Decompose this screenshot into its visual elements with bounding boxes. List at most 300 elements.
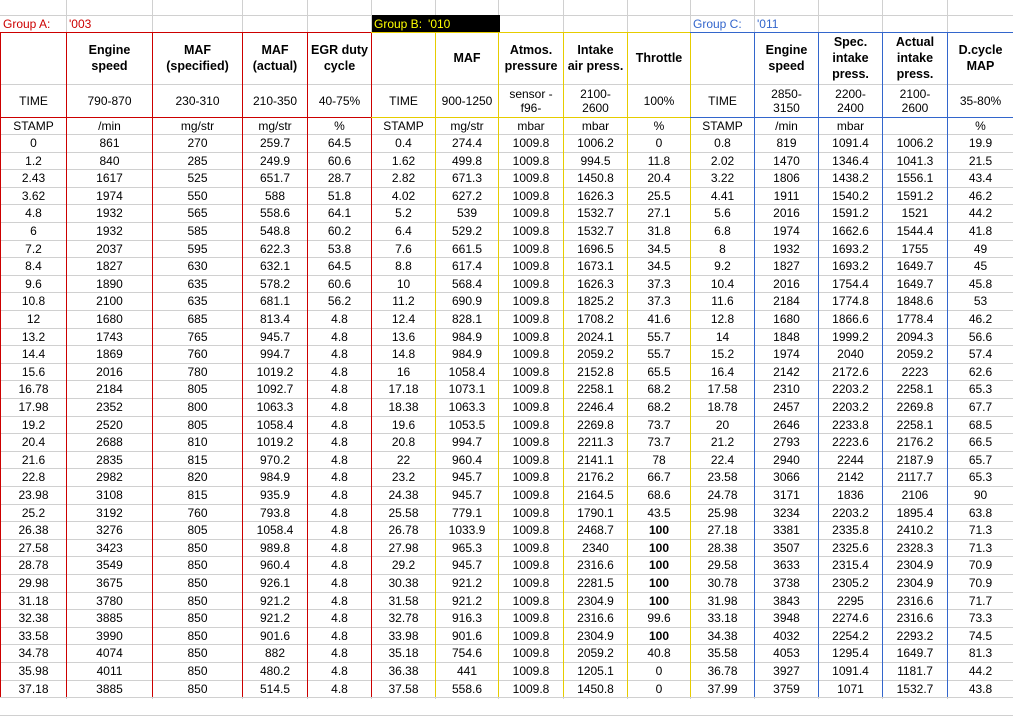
table-cell: 2316.6 bbox=[896, 611, 934, 625]
table-cell: 2.43 bbox=[21, 171, 46, 185]
table-cell: 2254.2 bbox=[832, 629, 869, 643]
table-cell: 6.4 bbox=[395, 224, 412, 238]
spec-range: 40-75% bbox=[318, 93, 361, 108]
table-cell: 1063.3 bbox=[448, 400, 486, 414]
table-cell: 685 bbox=[187, 312, 208, 326]
table-cell: 3780 bbox=[96, 594, 123, 608]
table-cell: 25.98 bbox=[707, 506, 738, 520]
table-cell: 585 bbox=[187, 224, 208, 238]
table-cell: 1009.8 bbox=[512, 312, 550, 326]
table-cell: 2315.4 bbox=[832, 558, 869, 572]
table-cell: 1009.8 bbox=[512, 418, 550, 432]
table-cell: 4.8 bbox=[331, 400, 348, 414]
table-cell: 43.5 bbox=[647, 506, 671, 520]
table-cell: 805 bbox=[187, 523, 208, 537]
table-cell: 32.78 bbox=[388, 611, 419, 625]
column-header-line: intake bbox=[832, 51, 869, 65]
table-cell: 8 bbox=[719, 242, 726, 256]
table-cell: 2176.2 bbox=[896, 435, 934, 449]
table-cell: 861 bbox=[99, 136, 120, 150]
table-cell: 28.7 bbox=[327, 171, 352, 185]
table-cell: 62.6 bbox=[968, 365, 993, 379]
table-cell: 1827 bbox=[96, 259, 123, 273]
table-cell: 1680 bbox=[773, 312, 800, 326]
table-cell: 921.2 bbox=[451, 594, 483, 608]
table-cell: 1696.5 bbox=[577, 242, 614, 256]
table-cell: 627.2 bbox=[451, 189, 483, 203]
table-cell: 850 bbox=[187, 576, 208, 590]
table-cell: 20.8 bbox=[391, 435, 416, 449]
table-cell: 499.8 bbox=[451, 154, 483, 168]
table-cell: 2244 bbox=[837, 453, 864, 467]
table-cell: 1932 bbox=[96, 206, 123, 220]
table-cell: 828.1 bbox=[451, 312, 483, 326]
table-cell: 35.18 bbox=[388, 646, 419, 660]
table-cell: 65.3 bbox=[968, 382, 993, 396]
table-cell: 1806 bbox=[773, 171, 800, 185]
table-cell: 15.2 bbox=[710, 347, 735, 361]
table-cell: 1019.2 bbox=[256, 365, 294, 379]
table-cell: 23.2 bbox=[391, 470, 416, 484]
table-cell: 25.5 bbox=[647, 189, 671, 203]
column-header-line: EGR duty bbox=[311, 43, 368, 57]
table-cell: 37.3 bbox=[647, 294, 671, 308]
table-cell: 100 bbox=[648, 594, 670, 608]
table-cell: 1911 bbox=[773, 189, 800, 203]
table-cell: 35.58 bbox=[707, 646, 738, 660]
unit-label: mbar bbox=[836, 118, 865, 133]
table-cell: 27.18 bbox=[707, 523, 738, 537]
table-cell: 0.4 bbox=[395, 136, 412, 150]
table-cell: 1790.1 bbox=[577, 506, 614, 520]
table-cell: 850 bbox=[187, 558, 208, 572]
table-cell: 2100 bbox=[96, 294, 123, 308]
table-cell: 2246.4 bbox=[577, 400, 614, 414]
table-cell: 2293.2 bbox=[896, 629, 934, 643]
table-cell: 37.99 bbox=[707, 682, 738, 696]
table-cell: 13.6 bbox=[391, 330, 416, 344]
table-cell: 10.8 bbox=[21, 294, 46, 308]
table-cell: 5.6 bbox=[714, 206, 731, 220]
column-header-line: MAF bbox=[261, 43, 289, 57]
table-cell: 14.8 bbox=[391, 347, 416, 361]
table-cell: 259.7 bbox=[259, 136, 291, 150]
table-cell: 67.7 bbox=[968, 400, 993, 414]
table-cell: 1649.7 bbox=[896, 259, 934, 273]
table-cell: 882 bbox=[264, 646, 286, 660]
table-cell: 1591.2 bbox=[832, 206, 869, 220]
table-cell: 1009.8 bbox=[512, 189, 550, 203]
table-cell: 1181.7 bbox=[897, 664, 933, 678]
table-cell: 33.18 bbox=[707, 611, 738, 625]
table-cell: 21.5 bbox=[968, 154, 993, 168]
table-cell: 29.58 bbox=[707, 558, 738, 572]
table-cell: 32.38 bbox=[18, 611, 49, 625]
table-cell: 60.2 bbox=[327, 224, 352, 238]
table-cell: 850 bbox=[187, 594, 208, 608]
table-cell: 4.8 bbox=[331, 418, 348, 432]
table-cell: 632.1 bbox=[259, 259, 291, 273]
group-b-label-box bbox=[372, 15, 500, 32]
table-cell: 850 bbox=[187, 664, 208, 678]
column-header-line: MAF bbox=[183, 43, 212, 57]
table-cell: 1092.7 bbox=[256, 382, 294, 396]
table-cell: 4.8 bbox=[331, 576, 348, 590]
table-cell: 2274.6 bbox=[832, 611, 869, 625]
table-cell: 22 bbox=[396, 453, 411, 467]
unit-label: mbar bbox=[581, 118, 610, 133]
unit-label: mbar bbox=[517, 118, 545, 133]
table-cell: 46.2 bbox=[968, 312, 993, 326]
table-cell: 617.4 bbox=[451, 259, 483, 273]
table-cell: 270 bbox=[187, 136, 208, 150]
table-cell: 1836 bbox=[837, 488, 864, 502]
table-cell: 14 bbox=[715, 330, 730, 344]
table-cell: 63.8 bbox=[968, 506, 993, 520]
table-cell: 1295.4 bbox=[832, 646, 869, 660]
table-cell: 1009.8 bbox=[512, 294, 550, 308]
unit-label: STAMP bbox=[702, 118, 743, 133]
table-cell: 3885 bbox=[96, 682, 123, 696]
table-cell: 100 bbox=[648, 576, 670, 590]
table-cell: 4.8 bbox=[25, 206, 42, 220]
table-cell: 100 bbox=[648, 541, 670, 555]
table-cell: 30.38 bbox=[388, 576, 419, 590]
table-cell: 1009.8 bbox=[512, 646, 550, 660]
table-cell: 17.18 bbox=[388, 382, 419, 396]
table-cell: 2340 bbox=[582, 541, 609, 555]
table-cell: 2258.1 bbox=[896, 418, 934, 432]
table-cell: 2223 bbox=[901, 365, 929, 379]
table-cell: 78 bbox=[652, 453, 666, 467]
table-cell: 2520 bbox=[96, 418, 123, 432]
table-cell: 60.6 bbox=[327, 277, 352, 291]
table-cell: 10.4 bbox=[710, 277, 735, 291]
column-header bbox=[243, 32, 307, 84]
table-cell: 3738 bbox=[773, 576, 800, 590]
table-cell: 3633 bbox=[773, 558, 800, 572]
table-cell: 27.98 bbox=[388, 541, 419, 555]
table-cell: 53 bbox=[973, 294, 988, 308]
table-cell: 1848 bbox=[773, 330, 800, 344]
table-cell: 1009.8 bbox=[512, 488, 550, 502]
table-cell: 274.4 bbox=[451, 136, 483, 150]
spec-range: 210-350 bbox=[252, 93, 298, 108]
table-cell: 23.98 bbox=[18, 488, 49, 502]
table-cell: 1009.8 bbox=[512, 154, 550, 168]
table-cell: 71.7 bbox=[968, 594, 993, 608]
table-cell: 3066 bbox=[773, 470, 800, 484]
table-cell: 34.38 bbox=[707, 629, 738, 643]
column-header bbox=[883, 32, 947, 84]
column-header bbox=[628, 32, 690, 84]
table-cell: 1774.8 bbox=[832, 294, 869, 308]
table-cell: 6 bbox=[30, 224, 37, 238]
table-cell: 1591.2 bbox=[896, 189, 934, 203]
table-cell: 9.6 bbox=[25, 277, 42, 291]
table-cell: 71.3 bbox=[968, 541, 993, 555]
table-cell: 805 bbox=[187, 418, 208, 432]
table-cell: 2203.2 bbox=[832, 382, 869, 396]
table-cell: 16.78 bbox=[18, 382, 49, 396]
table-cell: 2.02 bbox=[710, 154, 735, 168]
group-label: Group A: bbox=[3, 16, 51, 31]
spec-range: 2850-3150 bbox=[771, 86, 802, 115]
table-cell: 1626.3 bbox=[577, 189, 614, 203]
table-cell: 3759 bbox=[773, 682, 800, 696]
table-cell: 1.2 bbox=[25, 154, 42, 168]
table-cell: 850 bbox=[187, 611, 208, 625]
table-cell: 22.4 bbox=[710, 453, 735, 467]
table-cell: 916.3 bbox=[451, 611, 483, 625]
table-cell: 1009.8 bbox=[512, 453, 550, 467]
table-cell: 19.6 bbox=[391, 418, 416, 432]
table-cell: 588 bbox=[264, 189, 286, 203]
table-cell: 2269.8 bbox=[896, 400, 934, 414]
table-cell: 1009.8 bbox=[512, 171, 550, 185]
table-cell: 810 bbox=[187, 435, 208, 449]
table-cell: 558.6 bbox=[451, 682, 483, 696]
column-header-line: Atmos. bbox=[509, 43, 553, 57]
table-cell: 31.8 bbox=[647, 224, 671, 238]
table-cell: 3507 bbox=[773, 541, 800, 555]
table-cell: 760 bbox=[187, 506, 208, 520]
table-cell: 1009.8 bbox=[512, 347, 550, 361]
column-header bbox=[499, 32, 563, 84]
table-cell: 0.8 bbox=[714, 136, 731, 150]
table-cell: 1009.8 bbox=[512, 330, 550, 344]
table-cell: 661.5 bbox=[451, 242, 483, 256]
table-cell: 4074 bbox=[96, 646, 123, 660]
column-header bbox=[755, 32, 818, 84]
table-cell: 1974 bbox=[96, 189, 123, 203]
table-cell: 2223.6 bbox=[832, 435, 869, 449]
table-cell: 57.4 bbox=[968, 347, 993, 361]
table-cell: 2325.6 bbox=[832, 541, 869, 555]
column-header-line: Engine bbox=[765, 43, 808, 57]
unit-label: % bbox=[334, 118, 345, 133]
table-cell: 4.8 bbox=[331, 365, 348, 379]
table-cell: 622.3 bbox=[259, 242, 291, 256]
table-cell: 2269.8 bbox=[577, 418, 614, 432]
table-cell: 66.5 bbox=[968, 435, 993, 449]
table-cell: 935.9 bbox=[259, 488, 291, 502]
table-cell: 2142 bbox=[773, 365, 800, 379]
table-cell: 2184 bbox=[96, 382, 123, 396]
table-cell: 8.8 bbox=[395, 259, 412, 273]
table-cell: 2059.2 bbox=[896, 347, 934, 361]
table-cell: 20.4 bbox=[21, 435, 46, 449]
table-cell: 1895.4 bbox=[896, 506, 934, 520]
table-cell: 17.98 bbox=[18, 400, 49, 414]
table-cell: 2203.2 bbox=[832, 506, 869, 520]
table-cell: 1827 bbox=[773, 259, 800, 273]
table-cell: 22.8 bbox=[21, 470, 46, 484]
table-cell: 4.8 bbox=[331, 330, 348, 344]
table-cell: 6.8 bbox=[714, 224, 731, 238]
table-cell: 1006.2 bbox=[896, 136, 934, 150]
table-cell: 840 bbox=[99, 154, 120, 168]
column-header-line: (actual) bbox=[252, 59, 298, 73]
table-cell: 1009.8 bbox=[512, 382, 550, 396]
table-cell: 4.8 bbox=[331, 470, 348, 484]
column-header-line: press. bbox=[832, 67, 869, 81]
table-cell: 40.8 bbox=[647, 646, 671, 660]
table-cell: 820 bbox=[187, 470, 208, 484]
gridline-horizontal bbox=[0, 15, 1013, 16]
table-cell: 1438.2 bbox=[832, 171, 869, 185]
table-cell: 2016 bbox=[773, 206, 800, 220]
table-cell: 2059.2 bbox=[577, 646, 614, 660]
table-cell: 11.6 bbox=[711, 294, 734, 308]
table-cell: 36.78 bbox=[707, 664, 738, 678]
column-header-line: pressure bbox=[504, 59, 558, 73]
table-cell: 55.7 bbox=[647, 347, 671, 361]
table-cell: 12.8 bbox=[710, 312, 735, 326]
table-cell: 480.2 bbox=[259, 664, 291, 678]
table-cell: 70.9 bbox=[968, 576, 993, 590]
table-cell: 3171 bbox=[773, 488, 800, 502]
table-cell: 850 bbox=[187, 541, 208, 555]
table-cell: 1754.4 bbox=[832, 277, 869, 291]
column-header-line: Intake bbox=[577, 43, 614, 57]
unit-label: /min bbox=[775, 118, 798, 133]
table-cell: 2106 bbox=[901, 488, 929, 502]
table-cell: 68.5 bbox=[968, 418, 993, 432]
table-cell: 45.8 bbox=[968, 277, 993, 291]
table-cell: 4.8 bbox=[331, 558, 348, 572]
column-header-line: Spec. bbox=[833, 35, 868, 49]
table-cell: 28.78 bbox=[18, 558, 49, 572]
table-cell: 1009.8 bbox=[512, 136, 550, 150]
table-cell: 43.8 bbox=[968, 682, 993, 696]
table-cell: 17.58 bbox=[707, 382, 738, 396]
table-cell: 2688 bbox=[96, 435, 123, 449]
unit-label bbox=[883, 117, 947, 134]
table-cell: 21.2 bbox=[710, 435, 735, 449]
table-cell: 30.78 bbox=[707, 576, 738, 590]
table-cell: 37.18 bbox=[18, 682, 49, 696]
table-cell: 20.4 bbox=[647, 171, 671, 185]
table-cell: 2457 bbox=[773, 400, 800, 414]
column-header bbox=[948, 32, 1013, 84]
group-code: '011 bbox=[757, 16, 779, 31]
table-cell: 4.8 bbox=[331, 488, 348, 502]
table-cell: 1009.8 bbox=[512, 682, 550, 696]
table-cell: 3234 bbox=[773, 506, 800, 520]
table-cell: 525 bbox=[187, 171, 208, 185]
table-cell: 70.9 bbox=[968, 558, 993, 572]
table-cell: 71.3 bbox=[968, 523, 993, 537]
table-cell: 1693.2 bbox=[832, 259, 869, 273]
table-cell: 12.4 bbox=[391, 312, 416, 326]
table-cell: 813.4 bbox=[259, 312, 291, 326]
table-cell: 994.5 bbox=[580, 154, 611, 168]
table-cell: 2152.8 bbox=[577, 365, 614, 379]
table-cell: 1009.8 bbox=[512, 558, 550, 572]
table-cell: 945.7 bbox=[451, 558, 483, 572]
table-cell: 3843 bbox=[773, 594, 800, 608]
table-cell: 2.82 bbox=[391, 171, 416, 185]
table-cell: 65.5 bbox=[647, 365, 671, 379]
column-header-line: MAP bbox=[966, 59, 995, 73]
table-cell: 1932 bbox=[773, 242, 800, 256]
table-cell: 2793 bbox=[773, 435, 800, 449]
table-cell: 2982 bbox=[96, 470, 123, 484]
table-cell: 1521 bbox=[901, 206, 929, 220]
table-cell: 1009.8 bbox=[512, 594, 550, 608]
table-cell: 1848.6 bbox=[896, 294, 934, 308]
table-cell: 1680 bbox=[96, 312, 123, 326]
unit-label: mg/str bbox=[258, 118, 292, 133]
spec-range: TIME bbox=[708, 93, 737, 108]
table-cell: 3990 bbox=[96, 629, 123, 643]
table-cell: 1009.8 bbox=[512, 541, 550, 555]
table-cell: 1009.8 bbox=[512, 664, 550, 678]
table-cell: 2835 bbox=[96, 453, 123, 467]
table-cell: 989.8 bbox=[259, 541, 291, 555]
table-cell: 64.1 bbox=[327, 206, 352, 220]
table-cell: 3948 bbox=[773, 611, 800, 625]
table-cell: 29.98 bbox=[18, 576, 49, 590]
table-cell: 4.41 bbox=[710, 189, 735, 203]
unit-label: /min bbox=[98, 118, 121, 133]
table-cell: 2094.3 bbox=[896, 330, 934, 344]
table-cell: 945.7 bbox=[259, 330, 291, 344]
table-cell: 1890 bbox=[96, 277, 123, 291]
table-cell: 3.22 bbox=[710, 171, 735, 185]
table-cell: 16.4 bbox=[710, 365, 735, 379]
spec-range: 2100-2600 bbox=[580, 86, 611, 115]
table-cell: 21.6 bbox=[21, 453, 46, 467]
table-cell: 2233.8 bbox=[832, 418, 869, 432]
table-cell: 13.2 bbox=[21, 330, 46, 344]
table-cell: 2142 bbox=[837, 470, 864, 484]
table-cell: 4.8 bbox=[331, 382, 348, 396]
table-cell: 1649.7 bbox=[896, 277, 934, 291]
table-cell: 960.4 bbox=[451, 453, 483, 467]
spec-range: TIME bbox=[19, 93, 48, 108]
table-cell: 73.7 bbox=[647, 418, 671, 432]
table-cell: 1009.8 bbox=[512, 470, 550, 484]
table-cell: 64.5 bbox=[327, 136, 352, 150]
table-cell: 1091.4 bbox=[832, 136, 869, 150]
table-cell: 984.9 bbox=[451, 347, 483, 361]
table-cell: 34.5 bbox=[647, 242, 671, 256]
table-cell: 819 bbox=[776, 136, 797, 150]
table-cell: 984.9 bbox=[259, 470, 291, 484]
table-cell: 779.1 bbox=[451, 506, 483, 520]
table-cell: 2184 bbox=[773, 294, 800, 308]
table-cell: 43.4 bbox=[968, 171, 993, 185]
table-cell: 635 bbox=[187, 277, 208, 291]
table-cell: 19.9 bbox=[968, 136, 993, 150]
table-cell: 780 bbox=[187, 365, 208, 379]
table-cell: 5.2 bbox=[395, 206, 412, 220]
table-cell: 20 bbox=[715, 418, 730, 432]
table-cell: 921.2 bbox=[259, 594, 291, 608]
table-cell: 4.8 bbox=[331, 682, 348, 696]
table-cell: 2304.9 bbox=[577, 594, 614, 608]
table-cell: 2059.2 bbox=[577, 347, 614, 361]
table-cell: 3108 bbox=[96, 488, 123, 502]
table-cell: 1540.2 bbox=[832, 189, 869, 203]
table-cell: 901.6 bbox=[259, 629, 291, 643]
table-cell: 994.7 bbox=[259, 347, 291, 361]
table-cell: 1869 bbox=[96, 347, 123, 361]
table-cell: 850 bbox=[187, 629, 208, 643]
table-cell: 681.1 bbox=[259, 294, 291, 308]
